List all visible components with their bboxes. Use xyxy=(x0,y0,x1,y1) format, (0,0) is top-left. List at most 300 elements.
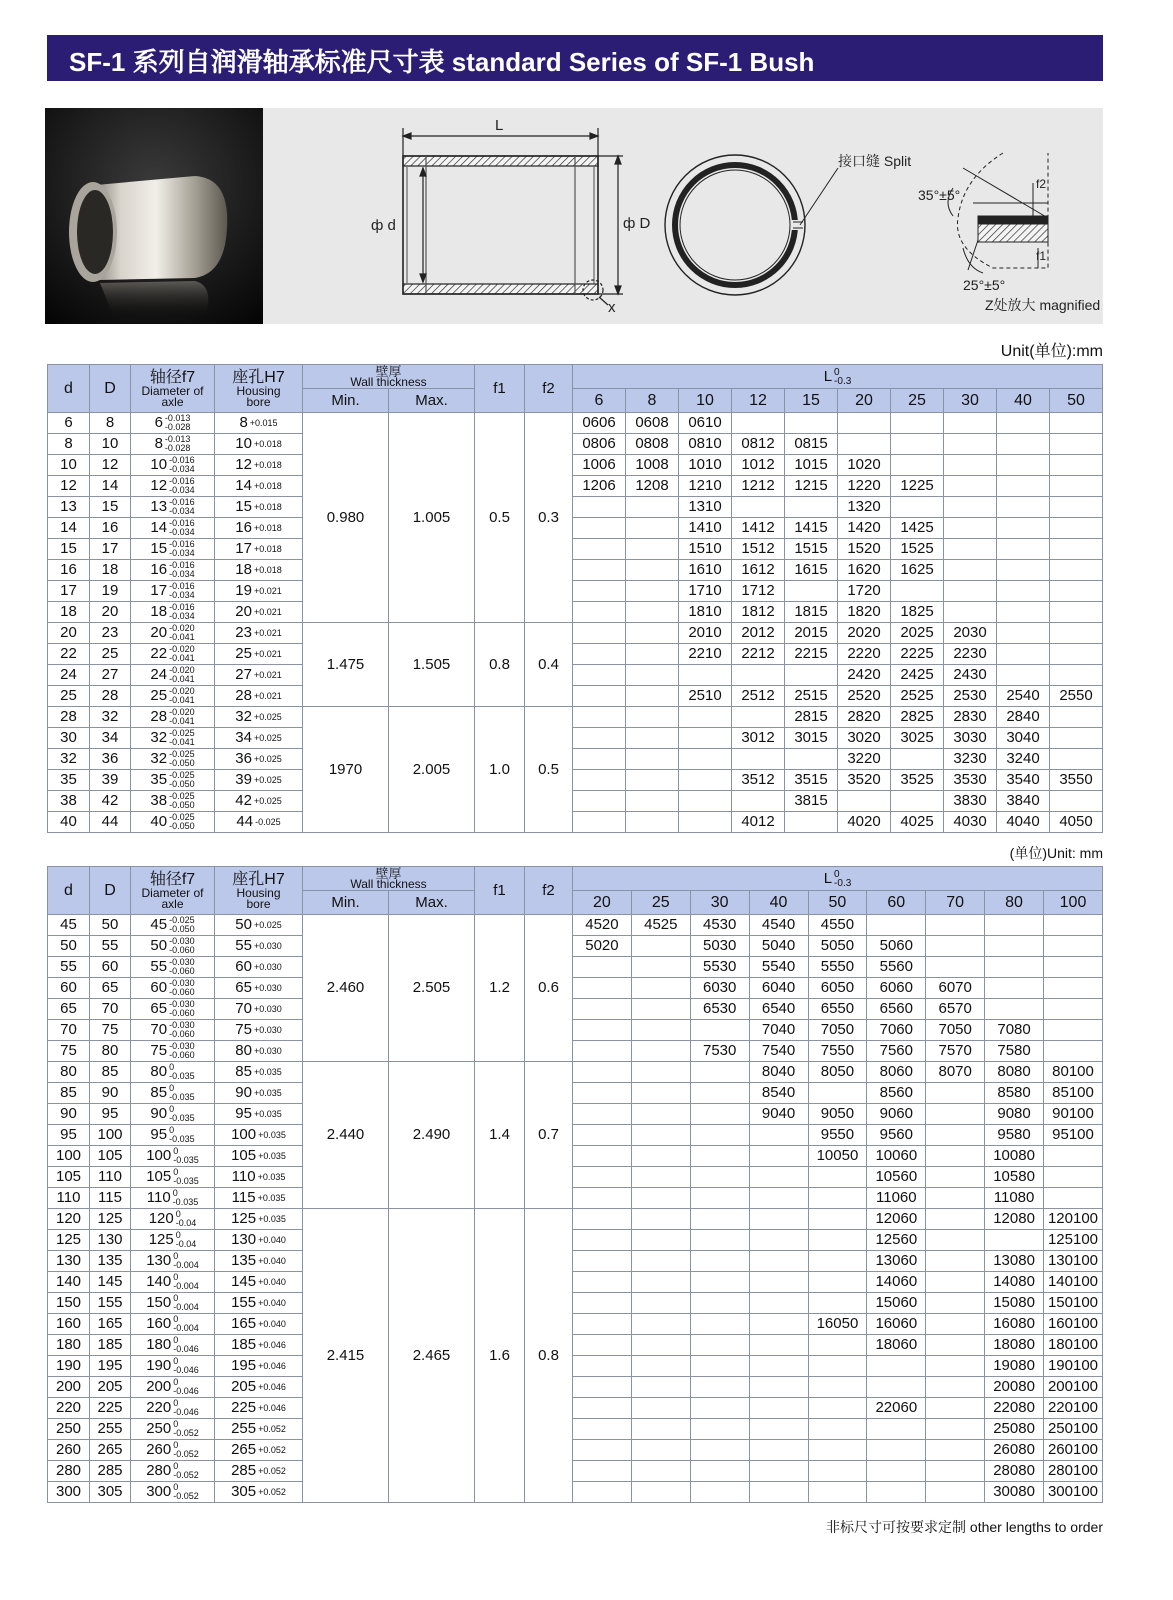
bore-value: 255 xyxy=(231,1420,257,1437)
bore-tolerance: +0.025 xyxy=(253,796,282,806)
axle-tol-lower: -0.060 xyxy=(169,1029,195,1040)
cell-length-code xyxy=(1044,1020,1103,1041)
cell-length-code xyxy=(631,1041,690,1062)
table-row xyxy=(48,476,1103,497)
cell-axle xyxy=(131,770,215,791)
cell-length-code xyxy=(749,1230,808,1251)
axle-tol-upper: 0 xyxy=(169,1104,175,1115)
axle-value: 70 xyxy=(150,1021,168,1038)
bore-tolerance: +0.040 xyxy=(258,1256,286,1266)
cell-length-code: 1825 xyxy=(891,602,944,623)
cell-length-code: 1410 xyxy=(679,518,732,539)
bore-tolerance: +0.035 xyxy=(253,1109,282,1119)
cell-f1: 1.2 xyxy=(475,915,525,1062)
cell-length-code xyxy=(573,1377,632,1398)
cell-d: 55 xyxy=(48,957,90,978)
length-header: 20 xyxy=(838,389,891,413)
cell-f1: 1.4 xyxy=(475,1062,525,1209)
bore-value: 16 xyxy=(235,519,252,536)
cell-length-code: 130100 xyxy=(1044,1251,1103,1272)
cell-length-code: 250100 xyxy=(1044,1419,1103,1440)
cell-length-code xyxy=(631,1440,690,1461)
cell-length-code: 7570 xyxy=(926,1041,985,1062)
cell-length-code xyxy=(808,1377,867,1398)
cell-length-code xyxy=(631,1272,690,1293)
cell-axle xyxy=(131,455,215,476)
cell-length-code: 1420 xyxy=(838,518,891,539)
cell-length-code xyxy=(573,623,626,644)
cell-length-code: 1210 xyxy=(679,476,732,497)
bore-tolerance: +0.030 xyxy=(253,983,282,993)
cell-length-code: 10050 xyxy=(808,1146,867,1167)
page-banner xyxy=(47,35,1103,81)
cell-length-code xyxy=(690,1020,749,1041)
cell-D: 39 xyxy=(90,770,131,791)
cell-bore xyxy=(215,539,303,560)
axle-tolerance xyxy=(173,1273,199,1291)
cell-length-code xyxy=(785,581,838,602)
table-row xyxy=(48,1083,1103,1104)
cell-bore xyxy=(215,812,303,833)
axle-tol-upper: 0 xyxy=(173,1482,179,1493)
cell-length-code xyxy=(573,1356,632,1377)
cell-length-code: 2210 xyxy=(679,644,732,665)
cell-D: 28 xyxy=(90,686,131,707)
table-row xyxy=(48,1440,1103,1461)
axle-tolerance xyxy=(176,1210,197,1228)
cell-length-code xyxy=(573,686,626,707)
cell-length-code: 0806 xyxy=(573,434,626,455)
label-magnified: Z处放大 magnified xyxy=(985,297,1101,313)
cell-length-code xyxy=(690,1230,749,1251)
cell-length-code xyxy=(690,1062,749,1083)
cell-length-code: 1512 xyxy=(732,539,785,560)
cell-f2: 0.7 xyxy=(525,1062,573,1209)
axle-tol-lower: -0.035 xyxy=(173,1155,199,1166)
cell-length-code: 140100 xyxy=(1044,1272,1103,1293)
cell-length-code: 18060 xyxy=(867,1335,926,1356)
bore-tolerance: +0.046 xyxy=(258,1340,286,1350)
cell-length-code: 8050 xyxy=(808,1062,867,1083)
cell-length-code: 2525 xyxy=(891,686,944,707)
cell-length-code: 6560 xyxy=(867,999,926,1020)
cell-length-code xyxy=(749,1209,808,1230)
cell-length-code xyxy=(997,602,1050,623)
axle-tol-upper: 0 xyxy=(173,1251,179,1262)
cell-length-code: 0808 xyxy=(626,434,679,455)
col-d: d xyxy=(48,365,90,413)
cell-length-code xyxy=(944,413,997,434)
bore-tolerance: +0.030 xyxy=(253,1046,282,1056)
cell-length-code xyxy=(808,1419,867,1440)
cell-bore xyxy=(215,1146,303,1167)
axle-tolerance xyxy=(169,813,195,831)
cell-length-code: 13080 xyxy=(985,1251,1044,1272)
cell-length-code xyxy=(626,539,679,560)
cell-bore xyxy=(215,665,303,686)
cell-D: 16 xyxy=(90,518,131,539)
cell-length-code: 1520 xyxy=(838,539,891,560)
cell-length-code: 28080 xyxy=(985,1461,1044,1482)
table-row xyxy=(48,749,1103,770)
col-L xyxy=(573,867,1103,891)
cell-length-code xyxy=(732,707,785,728)
cell-length-code: 4550 xyxy=(808,915,867,936)
bore-tolerance: +0.025 xyxy=(253,754,282,764)
axle-tol-lower: -0.028 xyxy=(164,443,191,454)
L-label: L xyxy=(823,869,833,887)
cell-D: 105 xyxy=(90,1146,131,1167)
bore-tolerance: +0.018 xyxy=(253,565,282,575)
length-header: 60 xyxy=(867,891,926,915)
cell-length-code: 16060 xyxy=(867,1314,926,1335)
cell-min: 1970 xyxy=(303,707,389,833)
table-row xyxy=(48,560,1103,581)
cell-f1: 0.8 xyxy=(475,623,525,707)
axle-tol-lower: -0.035 xyxy=(169,1134,195,1145)
cell-length-code xyxy=(732,497,785,518)
axle-tolerance xyxy=(173,1147,199,1165)
cell-D: 25 xyxy=(90,644,131,665)
axle-tol-upper: 0 xyxy=(173,1293,179,1304)
table-row xyxy=(48,1104,1103,1125)
cell-length-code xyxy=(690,1083,749,1104)
col-f1: f1 xyxy=(475,365,525,413)
bore-value: 8 xyxy=(239,414,248,431)
cell-d: 250 xyxy=(48,1419,90,1440)
cell-axle xyxy=(131,1335,215,1356)
cell-d: 25 xyxy=(48,686,90,707)
cell-length-code: 1010 xyxy=(679,455,732,476)
cell-max: 1.005 xyxy=(389,413,475,623)
axle-tol-upper: 0 xyxy=(172,1188,178,1199)
bore-value: 105 xyxy=(231,1147,257,1164)
bore-tolerance: -0.025 xyxy=(255,817,281,827)
cell-length-code: 3530 xyxy=(944,770,997,791)
axle-tol-lower: -0.034 xyxy=(169,569,195,580)
axle-tol-lower: -0.004 xyxy=(173,1323,199,1334)
cell-length-code xyxy=(785,812,838,833)
cell-axle xyxy=(131,1293,215,1314)
cell-D: 155 xyxy=(90,1293,131,1314)
cell-bore xyxy=(215,957,303,978)
cell-bore xyxy=(215,1209,303,1230)
cell-f2: 0.4 xyxy=(525,623,573,707)
label-35deg: 35°±5° xyxy=(918,187,961,203)
cell-length-code: 85100 xyxy=(1044,1083,1103,1104)
cell-D: 34 xyxy=(90,728,131,749)
bore-value: 17 xyxy=(235,540,252,557)
cell-D: 90 xyxy=(90,1083,131,1104)
cell-length-code: 7040 xyxy=(749,1020,808,1041)
cell-bore xyxy=(215,686,303,707)
cell-axle xyxy=(131,413,215,434)
cell-length-code xyxy=(1050,455,1103,476)
cell-length-code: 5040 xyxy=(749,936,808,957)
axle-tolerance xyxy=(169,540,195,558)
cell-bore xyxy=(215,560,303,581)
bore-tolerance: +0.018 xyxy=(253,502,282,512)
cell-length-code: 1225 xyxy=(891,476,944,497)
cell-length-code: 80100 xyxy=(1044,1062,1103,1083)
cell-length-code xyxy=(631,1146,690,1167)
bore-tolerance: +0.030 xyxy=(253,962,282,972)
cell-axle xyxy=(131,686,215,707)
bore-tolerance: +0.040 xyxy=(258,1319,286,1329)
cell-length-code xyxy=(808,1440,867,1461)
bore-value: 195 xyxy=(231,1357,257,1374)
cell-length-code xyxy=(985,978,1044,999)
cell-D: 19 xyxy=(90,581,131,602)
cell-length-code xyxy=(749,1146,808,1167)
cell-bore xyxy=(215,476,303,497)
cell-length-code xyxy=(997,581,1050,602)
cell-length-code xyxy=(631,978,690,999)
cell-length-code xyxy=(1044,915,1103,936)
bore-tolerance: +0.021 xyxy=(253,607,282,617)
axle-tolerance xyxy=(173,1315,199,1333)
col-D: D xyxy=(90,365,131,413)
cell-length-code: 5560 xyxy=(867,957,926,978)
axle-tolerance xyxy=(173,1483,199,1501)
cell-length-code xyxy=(891,497,944,518)
cell-length-code xyxy=(690,1377,749,1398)
cell-length-code: 3512 xyxy=(732,770,785,791)
cell-bore xyxy=(215,707,303,728)
axle-value: 80 xyxy=(150,1063,168,1080)
table-row xyxy=(48,686,1103,707)
cell-length-code: 280100 xyxy=(1044,1461,1103,1482)
cell-length-code: 11060 xyxy=(867,1188,926,1209)
cell-length-code: 2215 xyxy=(785,644,838,665)
cell-axle xyxy=(131,1020,215,1041)
bore-value: 100 xyxy=(231,1126,257,1143)
cell-length-code xyxy=(785,497,838,518)
table-row xyxy=(48,1272,1103,1293)
cell-length-code xyxy=(573,665,626,686)
axle-value: 280 xyxy=(146,1462,172,1479)
cell-bore xyxy=(215,581,303,602)
axle-tol-upper: -0.030 xyxy=(169,1041,195,1052)
cell-length-code xyxy=(1044,936,1103,957)
cell-length-code: 1320 xyxy=(838,497,891,518)
cell-length-code: 1008 xyxy=(626,455,679,476)
axle-tolerance xyxy=(169,708,195,726)
cell-length-code xyxy=(631,1293,690,1314)
col-f1: f1 xyxy=(475,867,525,915)
axle-value: 250 xyxy=(146,1420,172,1437)
axle-tol-lower: -0.004 xyxy=(173,1281,199,1292)
axle-tolerance xyxy=(169,1126,195,1144)
cell-D: 225 xyxy=(90,1398,131,1419)
cell-length-code: 190100 xyxy=(1044,1356,1103,1377)
cell-length-code: 2030 xyxy=(944,623,997,644)
cell-length-code: 1220 xyxy=(838,476,891,497)
bore-value: 15 xyxy=(235,498,252,515)
cell-D: 265 xyxy=(90,1440,131,1461)
cell-length-code xyxy=(631,1251,690,1272)
axle-tolerance xyxy=(169,519,195,537)
axle-value: 75 xyxy=(150,1042,168,1059)
cell-length-code xyxy=(926,1272,985,1293)
bore-value: 39 xyxy=(235,771,252,788)
axle-tol-upper: -0.013 xyxy=(164,413,191,424)
cell-axle xyxy=(131,1209,215,1230)
cell-length-code xyxy=(690,1104,749,1125)
cell-bore xyxy=(215,749,303,770)
cell-length-code xyxy=(926,1167,985,1188)
length-header: 30 xyxy=(944,389,997,413)
cell-length-code: 3550 xyxy=(1050,770,1103,791)
bore-tolerance: +0.035 xyxy=(258,1151,286,1161)
cell-length-code: 5530 xyxy=(690,957,749,978)
table-row xyxy=(48,1251,1103,1272)
cell-D: 185 xyxy=(90,1335,131,1356)
cell-bore xyxy=(215,1314,303,1335)
cell-length-code xyxy=(808,1356,867,1377)
cell-length-code xyxy=(690,1209,749,1230)
cell-length-code xyxy=(679,728,732,749)
cell-d: 140 xyxy=(48,1272,90,1293)
cell-length-code: 3030 xyxy=(944,728,997,749)
axle-value: 45 xyxy=(150,916,168,933)
cell-length-code xyxy=(631,1482,690,1503)
cell-length-code: 95100 xyxy=(1044,1125,1103,1146)
cell-length-code: 3520 xyxy=(838,770,891,791)
cell-bore xyxy=(215,791,303,812)
cell-d: 50 xyxy=(48,936,90,957)
cell-f1: 1.0 xyxy=(475,707,525,833)
cell-length-code xyxy=(944,455,997,476)
cell-length-code xyxy=(926,1293,985,1314)
cell-length-code xyxy=(985,957,1044,978)
cell-length-code xyxy=(573,518,626,539)
axle-tol-lower: -0.041 xyxy=(169,695,195,706)
cell-length-code: 3525 xyxy=(891,770,944,791)
cell-length-code xyxy=(626,791,679,812)
axle-value: 150 xyxy=(146,1294,172,1311)
cell-d: 35 xyxy=(48,770,90,791)
bore-tolerance: +0.021 xyxy=(253,586,282,596)
axle-tol-upper: 0 xyxy=(173,1146,179,1157)
cell-length-code xyxy=(573,539,626,560)
axle-tol-upper: 0 xyxy=(169,1062,175,1073)
cell-axle xyxy=(131,539,215,560)
cell-d: 30 xyxy=(48,728,90,749)
axle-tol-upper: -0.016 xyxy=(169,560,195,571)
bore-value: 85 xyxy=(235,1063,252,1080)
bore-value: 225 xyxy=(231,1399,257,1416)
axle-tol-lower: -0.052 xyxy=(173,1470,199,1481)
cell-length-code xyxy=(631,999,690,1020)
axle-tol-upper: -0.016 xyxy=(169,602,195,613)
table-row xyxy=(48,1209,1103,1230)
axle-tolerance xyxy=(169,666,195,684)
axle-tolerance xyxy=(169,603,195,621)
cell-axle xyxy=(131,1041,215,1062)
table-row xyxy=(48,1062,1103,1083)
col-L xyxy=(573,365,1103,389)
cell-length-code: 2020 xyxy=(838,623,891,644)
cell-axle xyxy=(131,1104,215,1125)
cell-length-code: 5060 xyxy=(867,936,926,957)
col-min: Min. xyxy=(303,891,389,915)
bore-tolerance: +0.018 xyxy=(253,460,282,470)
axle-value: 35 xyxy=(150,771,168,788)
cell-length-code: 9060 xyxy=(867,1104,926,1125)
bore-value: 110 xyxy=(231,1168,256,1185)
cell-length-code: 4012 xyxy=(732,812,785,833)
cell-d: 13 xyxy=(48,497,90,518)
axle-tol-upper: -0.025 xyxy=(169,728,195,739)
cell-length-code xyxy=(1050,728,1103,749)
axle-value: 140 xyxy=(146,1273,172,1290)
cell-length-code xyxy=(944,476,997,497)
axle-tolerance xyxy=(169,792,195,810)
cell-length-code xyxy=(573,497,626,518)
cell-length-code xyxy=(808,1293,867,1314)
cell-axle xyxy=(131,602,215,623)
cell-length-code: 5050 xyxy=(808,936,867,957)
cell-d: 14 xyxy=(48,518,90,539)
cell-D: 65 xyxy=(90,978,131,999)
cell-D: 285 xyxy=(90,1461,131,1482)
wall-en: Wall thickness xyxy=(350,876,427,891)
axle-value: 14 xyxy=(150,519,168,536)
cell-length-code xyxy=(867,1482,926,1503)
cell-d: 180 xyxy=(48,1335,90,1356)
cell-max: 1.505 xyxy=(389,623,475,707)
table-row xyxy=(48,1482,1103,1503)
cell-length-code: 0815 xyxy=(785,434,838,455)
axle-value: 100 xyxy=(146,1147,172,1164)
bore-tolerance: +0.040 xyxy=(258,1235,286,1245)
bore-tolerance: +0.030 xyxy=(253,1025,282,1035)
cell-axle xyxy=(131,957,215,978)
axle-tol-upper: 0 xyxy=(175,1209,181,1220)
axle-tol-lower: -0.034 xyxy=(169,548,195,559)
cell-axle xyxy=(131,1167,215,1188)
cell-length-code xyxy=(573,812,626,833)
cell-min: 2.415 xyxy=(303,1209,389,1503)
bore-tolerance: +0.052 xyxy=(258,1466,286,1476)
cell-length-code: 1810 xyxy=(679,602,732,623)
table-row xyxy=(48,1314,1103,1335)
cell-length-code xyxy=(891,434,944,455)
cell-length-code xyxy=(891,581,944,602)
bore-tolerance: +0.021 xyxy=(253,691,282,701)
cell-axle xyxy=(131,749,215,770)
cell-length-code xyxy=(732,665,785,686)
cell-length-code xyxy=(997,560,1050,581)
axle-tol-upper: -0.030 xyxy=(169,1020,195,1031)
label-f2: f2 xyxy=(1036,177,1047,191)
cell-length-code: 22080 xyxy=(985,1398,1044,1419)
axle-value: 16 xyxy=(150,561,168,578)
cell-f1: 0.5 xyxy=(475,413,525,623)
cell-length-code xyxy=(867,1377,926,1398)
table-row xyxy=(48,1419,1103,1440)
axle-tolerance xyxy=(176,1231,197,1249)
cell-length-code xyxy=(631,957,690,978)
bore-value: 42 xyxy=(235,792,252,809)
cell-length-code: 1012 xyxy=(732,455,785,476)
L-label: L xyxy=(823,367,833,385)
cell-length-code: 220100 xyxy=(1044,1398,1103,1419)
cell-length-code: 1612 xyxy=(732,560,785,581)
cell-length-code: 12060 xyxy=(867,1209,926,1230)
cell-length-code xyxy=(626,623,679,644)
